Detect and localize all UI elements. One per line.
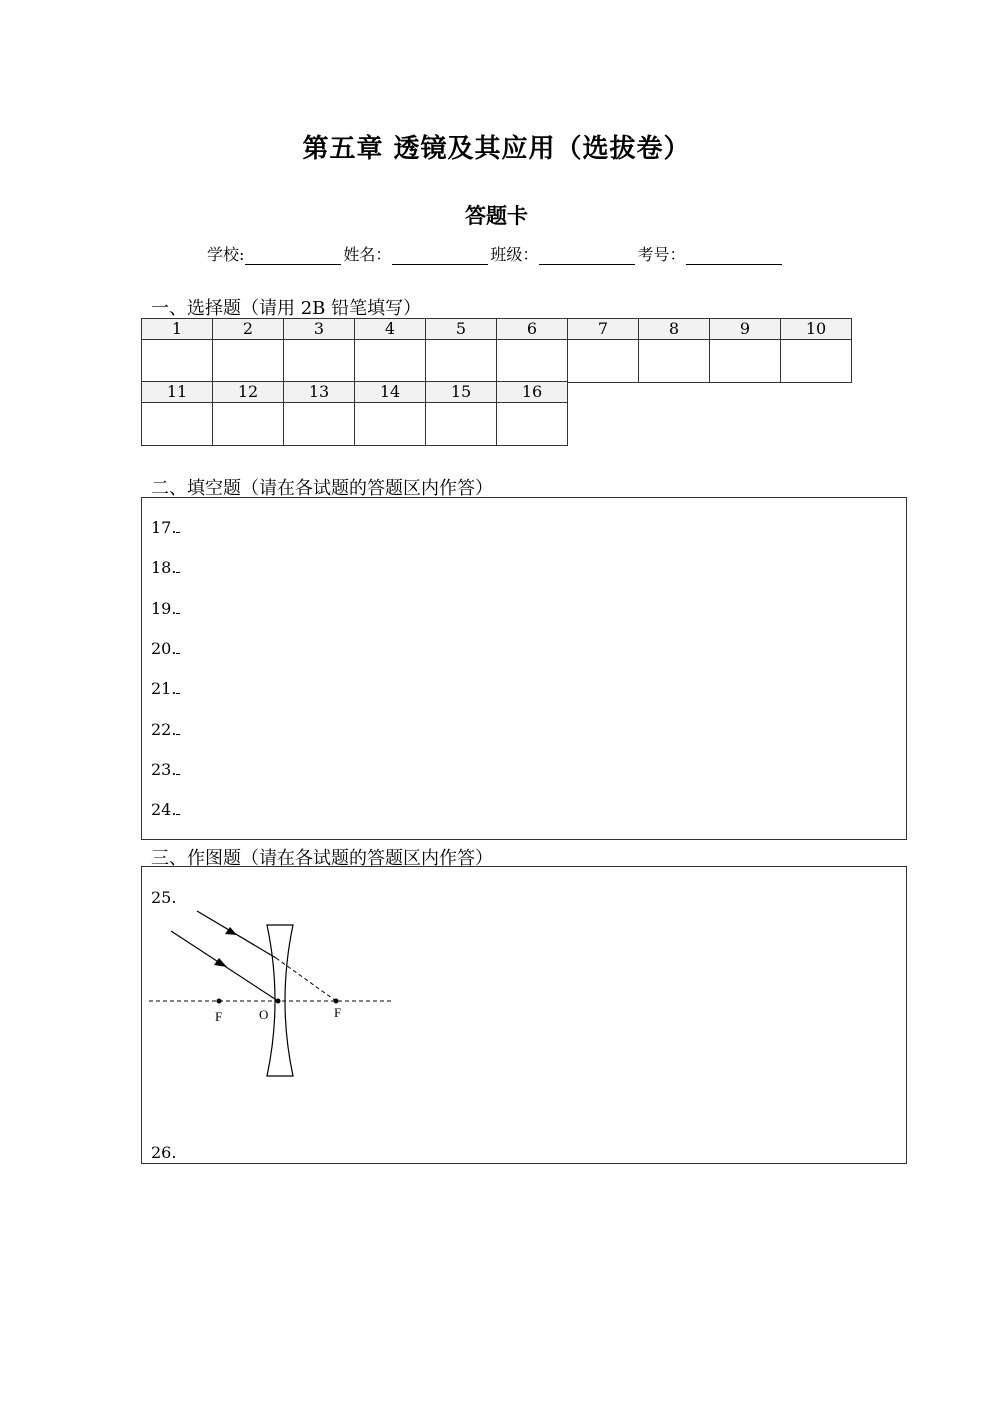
- arrow-icon: [214, 958, 227, 967]
- label-o: O: [259, 1007, 269, 1022]
- fill-question-number: 22.: [151, 719, 177, 739]
- question-number-cell: 11: [142, 382, 213, 403]
- school-label: 学校:: [207, 245, 245, 264]
- question-number-cell: 9: [710, 319, 781, 340]
- fill-question-number: 20.: [151, 638, 177, 658]
- fill-question-number: 17.: [151, 518, 177, 537]
- focal-point-left: [217, 999, 222, 1004]
- question-number-cell: 1: [142, 319, 213, 340]
- answer-cell[interactable]: [355, 340, 426, 383]
- answer-cell[interactable]: [284, 340, 355, 383]
- section-choice-title: 一、选择题（请用 2B 铅笔填写）: [151, 298, 422, 319]
- concave-lens-diagram: [141, 866, 441, 1096]
- fill-question-number: 19.: [151, 598, 177, 618]
- fill-question-item[interactable]: [151, 720, 180, 739]
- question-number-cell: 13: [284, 382, 355, 403]
- answer-cell[interactable]: [142, 340, 213, 383]
- fill-question-number: 18.: [151, 558, 177, 578]
- exam-no-label: 考号：: [637, 245, 686, 264]
- question-number-cell: 12: [213, 382, 284, 403]
- question-number-cell: 14: [355, 382, 426, 403]
- answer-cell[interactable]: [284, 403, 355, 446]
- fill-question-item[interactable]: [151, 760, 180, 779]
- focal-point-right: [334, 999, 339, 1004]
- question-number-cell: 7: [568, 319, 639, 340]
- fill-question-item[interactable]: [151, 639, 180, 658]
- answer-blank[interactable]: [176, 679, 180, 694]
- answer-cell[interactable]: [781, 340, 852, 383]
- answer-blank[interactable]: [176, 518, 180, 533]
- answer-cell[interactable]: [710, 340, 781, 383]
- name-label: 姓名：: [343, 245, 392, 264]
- question-number-cell: 2: [213, 319, 284, 340]
- question-25-label: 25.: [151, 888, 177, 907]
- answer-blank[interactable]: [176, 599, 180, 614]
- section-drawing-title: 三、作图题（请在各试题的答题区内作答）: [151, 848, 493, 869]
- choice-table-row2: [141, 381, 568, 446]
- question-number-cell: 16: [497, 382, 568, 403]
- name-field[interactable]: [392, 246, 488, 265]
- answer-cell[interactable]: [426, 403, 497, 446]
- answer-blank[interactable]: [176, 720, 180, 735]
- fill-question-item[interactable]: [151, 599, 180, 618]
- question-number-cell: 15: [426, 382, 497, 403]
- answer-cell[interactable]: [355, 403, 426, 446]
- question-number-cell: 6: [497, 319, 568, 340]
- question-number-cell: 5: [426, 319, 497, 340]
- section-fill-title: 二、填空题（请在各试题的答题区内作答）: [151, 478, 493, 499]
- answer-blank[interactable]: [176, 760, 180, 775]
- question-26-label: 26.: [151, 1143, 177, 1162]
- class-field[interactable]: [539, 246, 635, 265]
- fill-question-item[interactable]: [151, 679, 180, 698]
- answer-cell[interactable]: [213, 340, 284, 383]
- fill-question-item[interactable]: [151, 558, 180, 577]
- school-field[interactable]: [245, 246, 341, 265]
- exam-no-field[interactable]: [686, 246, 782, 265]
- question-number-cell: 8: [639, 319, 710, 340]
- question-number-cell: 3: [284, 319, 355, 340]
- label-f-left: F: [215, 1009, 223, 1024]
- student-info-row: [207, 242, 784, 265]
- answer-blank[interactable]: [176, 639, 180, 654]
- page-title: 第五章 透镜及其应用（选拔卷）: [302, 134, 691, 164]
- class-label: 班级：: [490, 245, 539, 264]
- answer-cell[interactable]: [142, 403, 213, 446]
- question-number-cell: 10: [781, 319, 852, 340]
- choice-table-row1: [141, 318, 852, 383]
- answer-blank[interactable]: [176, 558, 180, 573]
- answer-cell[interactable]: [497, 340, 568, 383]
- label-f-right: F: [334, 1005, 342, 1020]
- answer-blank[interactable]: [176, 800, 180, 815]
- fill-question-number: 21.: [151, 679, 177, 699]
- answer-cell[interactable]: [639, 340, 710, 383]
- fill-question-item[interactable]: [151, 518, 180, 537]
- answer-cell[interactable]: [213, 403, 284, 446]
- fill-answer-box[interactable]: [141, 497, 907, 840]
- answer-cell[interactable]: [426, 340, 497, 383]
- answer-sheet-heading: 答题卡: [465, 203, 528, 228]
- question-number-cell: 4: [355, 319, 426, 340]
- answer-cell[interactable]: [568, 340, 639, 383]
- fill-question-number: 23.: [151, 759, 177, 779]
- answer-cell[interactable]: [497, 403, 568, 446]
- optical-center: [276, 999, 281, 1004]
- fill-question-item[interactable]: [151, 800, 180, 819]
- fill-question-number: 24.: [151, 800, 177, 820]
